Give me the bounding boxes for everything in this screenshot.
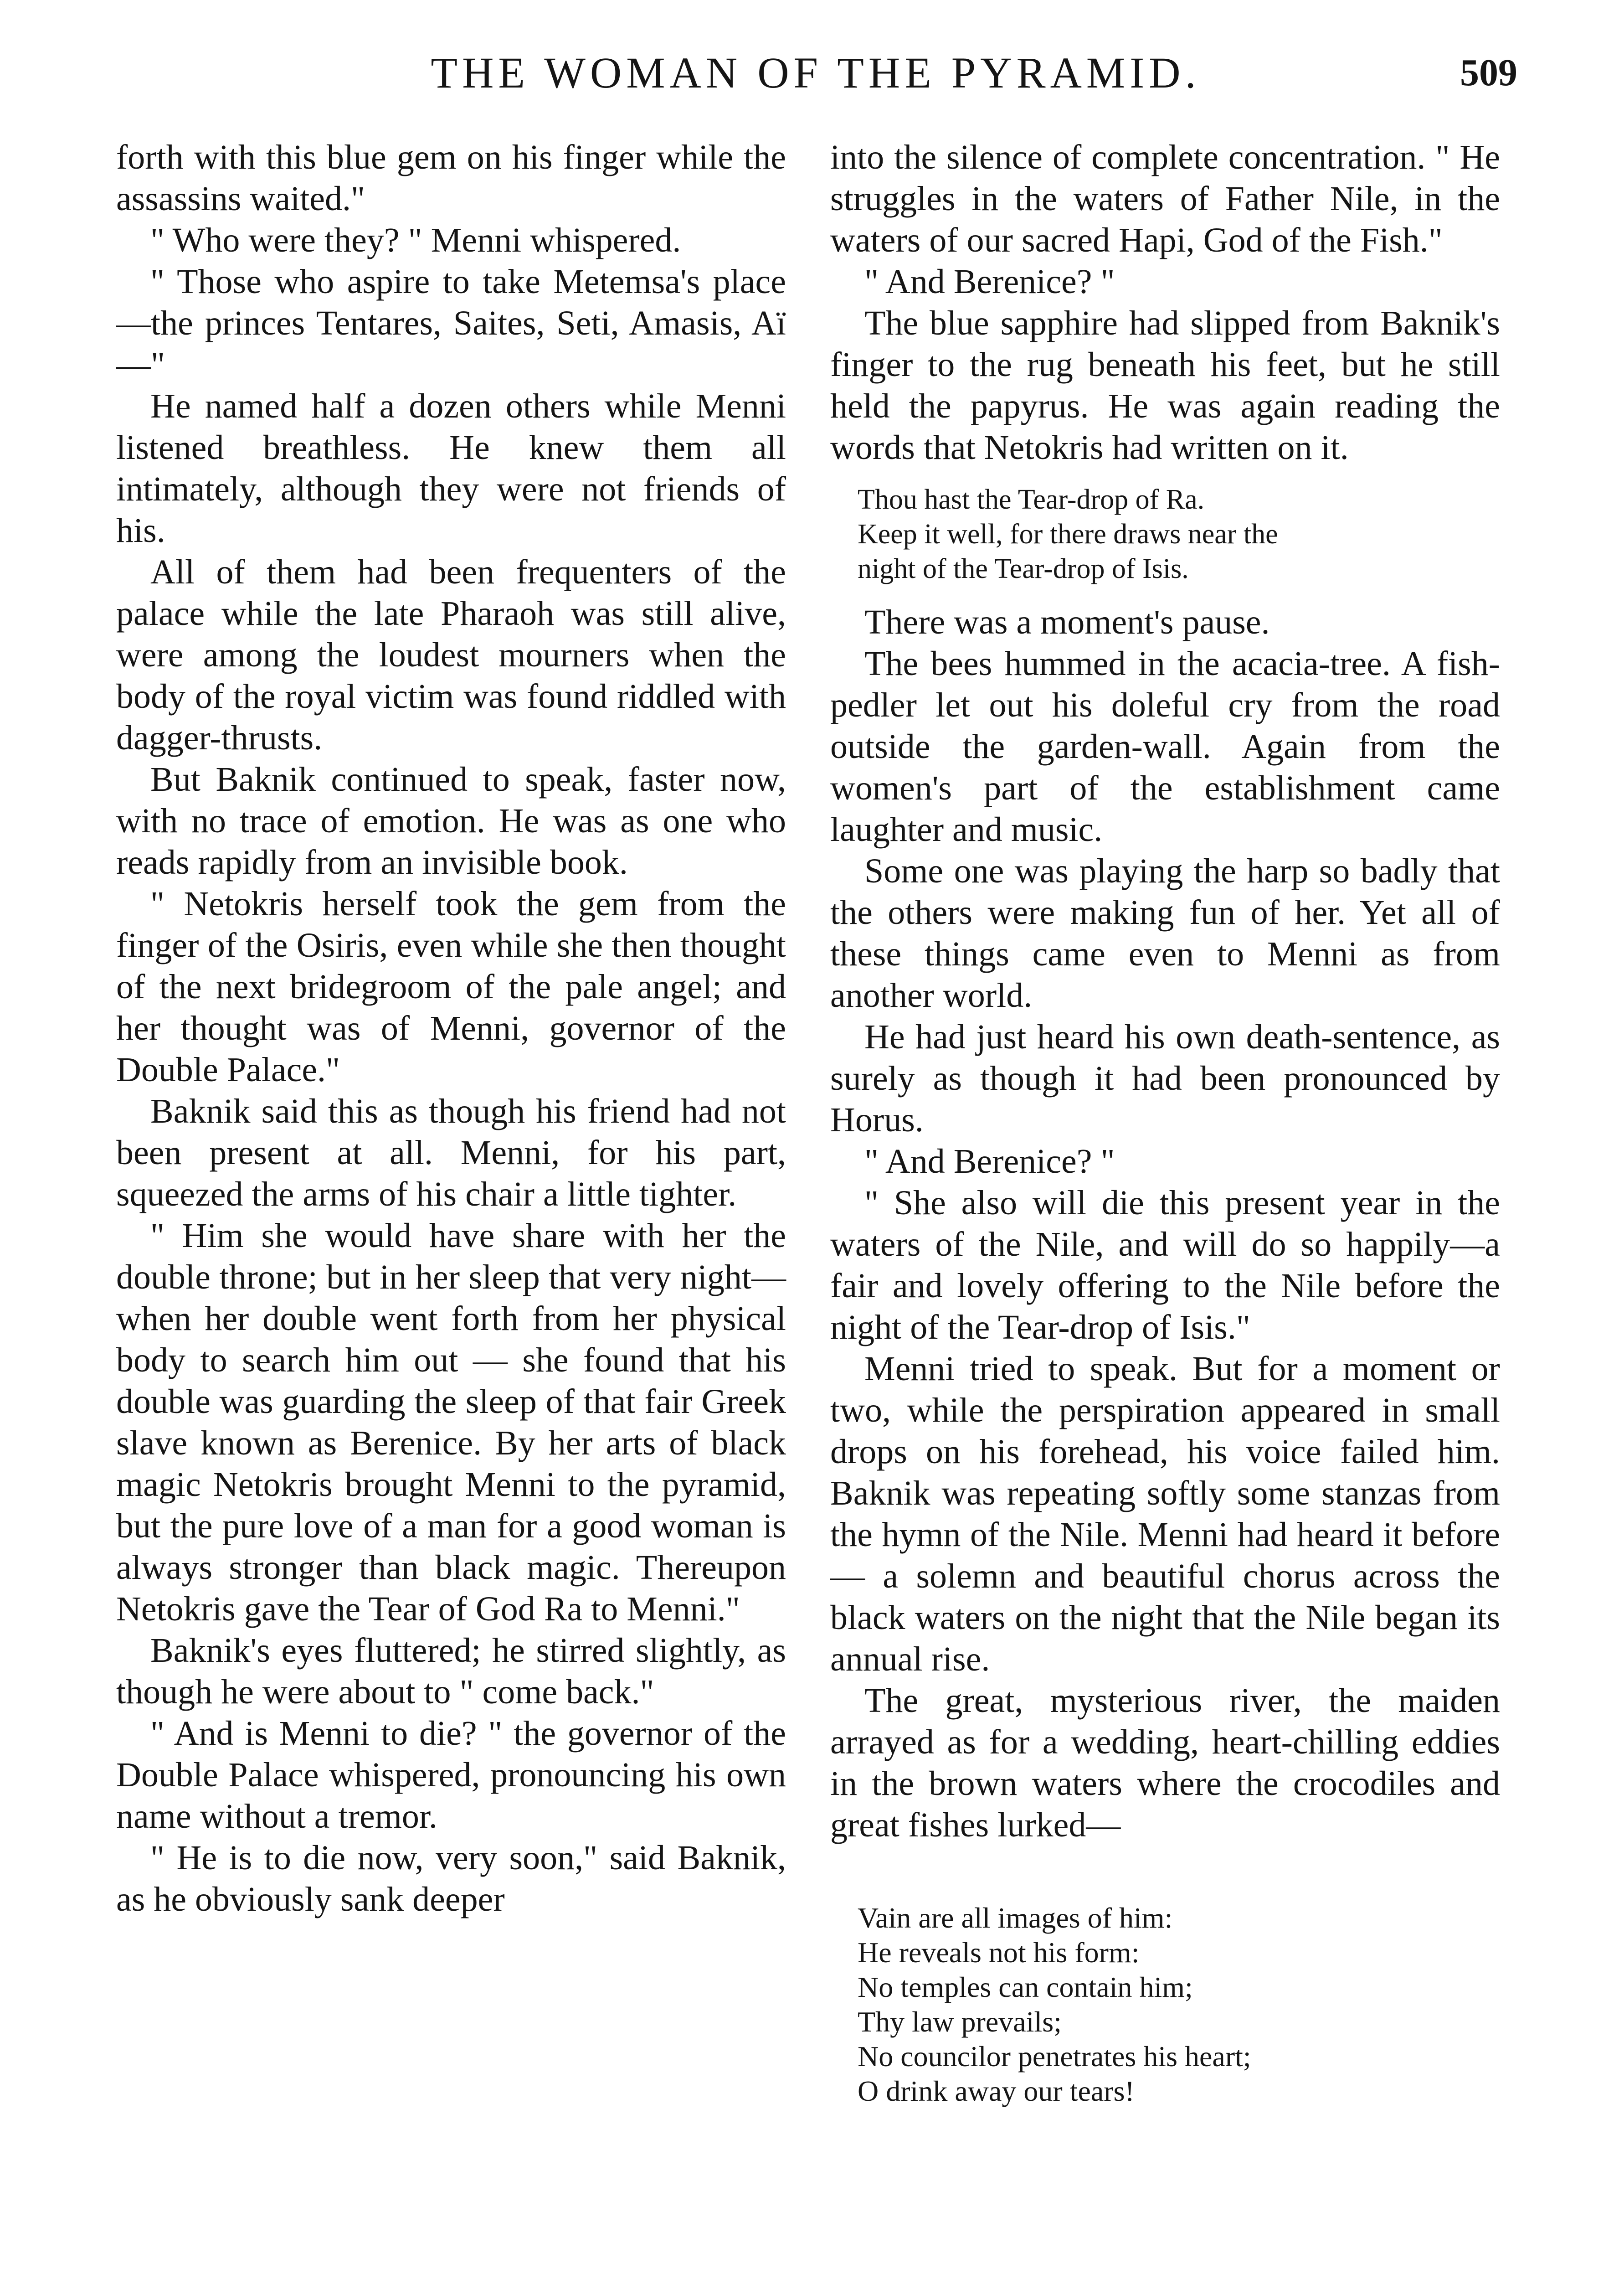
paragraph: " Who were they? " Menni whispered.	[150, 221, 681, 259]
paragraph: Baknik's eyes fluttered; he stirred slightly, as though he were about to " come back."	[116, 1631, 786, 1711]
paragraph: " Him she would have share with her the double throne; but in her sleep that very night—when her double went forth from her physical body to search him out — she found that his double was guarding the sleep of that fair Greek slave known as Berenice. By her arts of black magic Netokris brought Menni to the pyramid, but the pure love of a man for a good woman is always stronger than black magic. Thereupon Netokris gave the Tear of God Ra to Menni."	[116, 1217, 786, 1628]
poem-line: No temples can contain him;	[858, 1971, 1193, 2003]
paragraph: The bees hummed in the acacia-tree. A fish-pedler let out his doleful cry from the road outside the garden-wall. Again from the women's part of the establishment came laughter and music.	[830, 645, 1500, 849]
paragraph: " And Berenice? "	[864, 1142, 1115, 1181]
paragraph: He named half a dozen others while Menni listened breathless. He knew them all intimately, although they were not friends of his.	[116, 387, 786, 550]
paragraph: " And Berenice? "	[864, 263, 1115, 301]
paragraph: " Those who aspire to take Metemsa's place—the princes Tentares, Saites, Seti, Amasis, Aï—"	[116, 263, 786, 384]
page-number: 509	[1460, 52, 1517, 94]
paragraph: " Netokris herself took the gem from the finger of the Osiris, even while she then thought of the next bridegroom of the pale angel; and her thought was of Menni, governor of the Double Palace."	[116, 885, 786, 1089]
running-title: THE WOMAN OF THE PYRAMID.	[431, 48, 1201, 97]
paragraph: He had just heard his own death-sentence, as surely as though it had been pronounced by Horus.	[830, 1018, 1500, 1139]
quote-line: night of the Tear-drop of Isis.	[858, 553, 1189, 584]
paragraph: Menni tried to speak. But for a moment or two, while the perspiration appeared in small drops on his forehead, his voice failed him. Baknik was repeating softly some stanzas from the hymn of the Nile. Menni had heard it before — a solemn and beautiful chorus across the black waters on the night that the Nile began its annual rise.	[830, 1350, 1500, 1678]
poem-line: Vain are all images of him:	[858, 1902, 1173, 1934]
left-column	[116, 137, 786, 1920]
poem-line: O drink away our tears!	[858, 2075, 1135, 2107]
poem-line: Thy law prevails;	[858, 2006, 1062, 2038]
quote-line: Keep it well, for there draws near the	[858, 519, 1278, 550]
paragraph: The blue sapphire had slipped from Baknik's finger to the rug beneath his feet, but he still held the papyrus. He was again reading the words that Netokris had written on it.	[830, 304, 1500, 467]
running-head	[114, 43, 1517, 103]
paragraph: " He is to die now, very soon," said Baknik, as he obviously sank deeper	[116, 1839, 786, 1918]
paragraph: All of them had been frequenters of the palace while the late Pharaoh was still alive, were among the loudest mourners when the body of the royal victim was found riddled with dagger-thrusts.	[116, 553, 786, 757]
paragraph: into the silence of complete concentration. " He struggles in the waters of Father Nile, in the waters of our sacred Hapi, God of the Fish."	[830, 138, 1500, 259]
paragraph: " And is Menni to die? " the governor of the Double Palace whispered, pronouncing his own name without a tremor.	[116, 1714, 786, 1836]
poem-line: No councilor penetrates his heart;	[858, 2040, 1251, 2073]
right-column	[830, 137, 1500, 2109]
paragraph: forth with this blue gem on his finger while the assassins waited."	[116, 138, 786, 218]
paragraph: There was a moment's pause.	[864, 603, 1270, 641]
papyrus-quote	[858, 482, 1500, 586]
paragraph: " She also will die this present year in the waters of the Nile, and will do so happily—a fair and lovely offering to the Nile before the night of the Tear-drop of Isis."	[830, 1184, 1500, 1346]
paragraph: But Baknik continued to speak, faster now, with no trace of emotion. He was as one who reads rapidly from an invisible book.	[116, 760, 786, 882]
paragraph: Some one was playing the harp so badly that the others were making fun of her. Yet all of these things came even to Menni as from another world.	[830, 852, 1500, 1015]
nile-hymn	[858, 1901, 1500, 2109]
paragraph: Baknik said this as though his friend had not been present at all. Menni, for his part, squeezed the arms of his chair a little tighter.	[116, 1092, 786, 1213]
paragraph: The great, mysterious river, the maiden arrayed as for a wedding, heart-chilling eddies in the brown waters where the crocodiles and great fishes lurked—	[830, 1681, 1500, 1844]
quote-line: Thou hast the Tear-drop of Ra.	[858, 484, 1205, 515]
poem-line: He reveals not his form:	[858, 1936, 1140, 1969]
